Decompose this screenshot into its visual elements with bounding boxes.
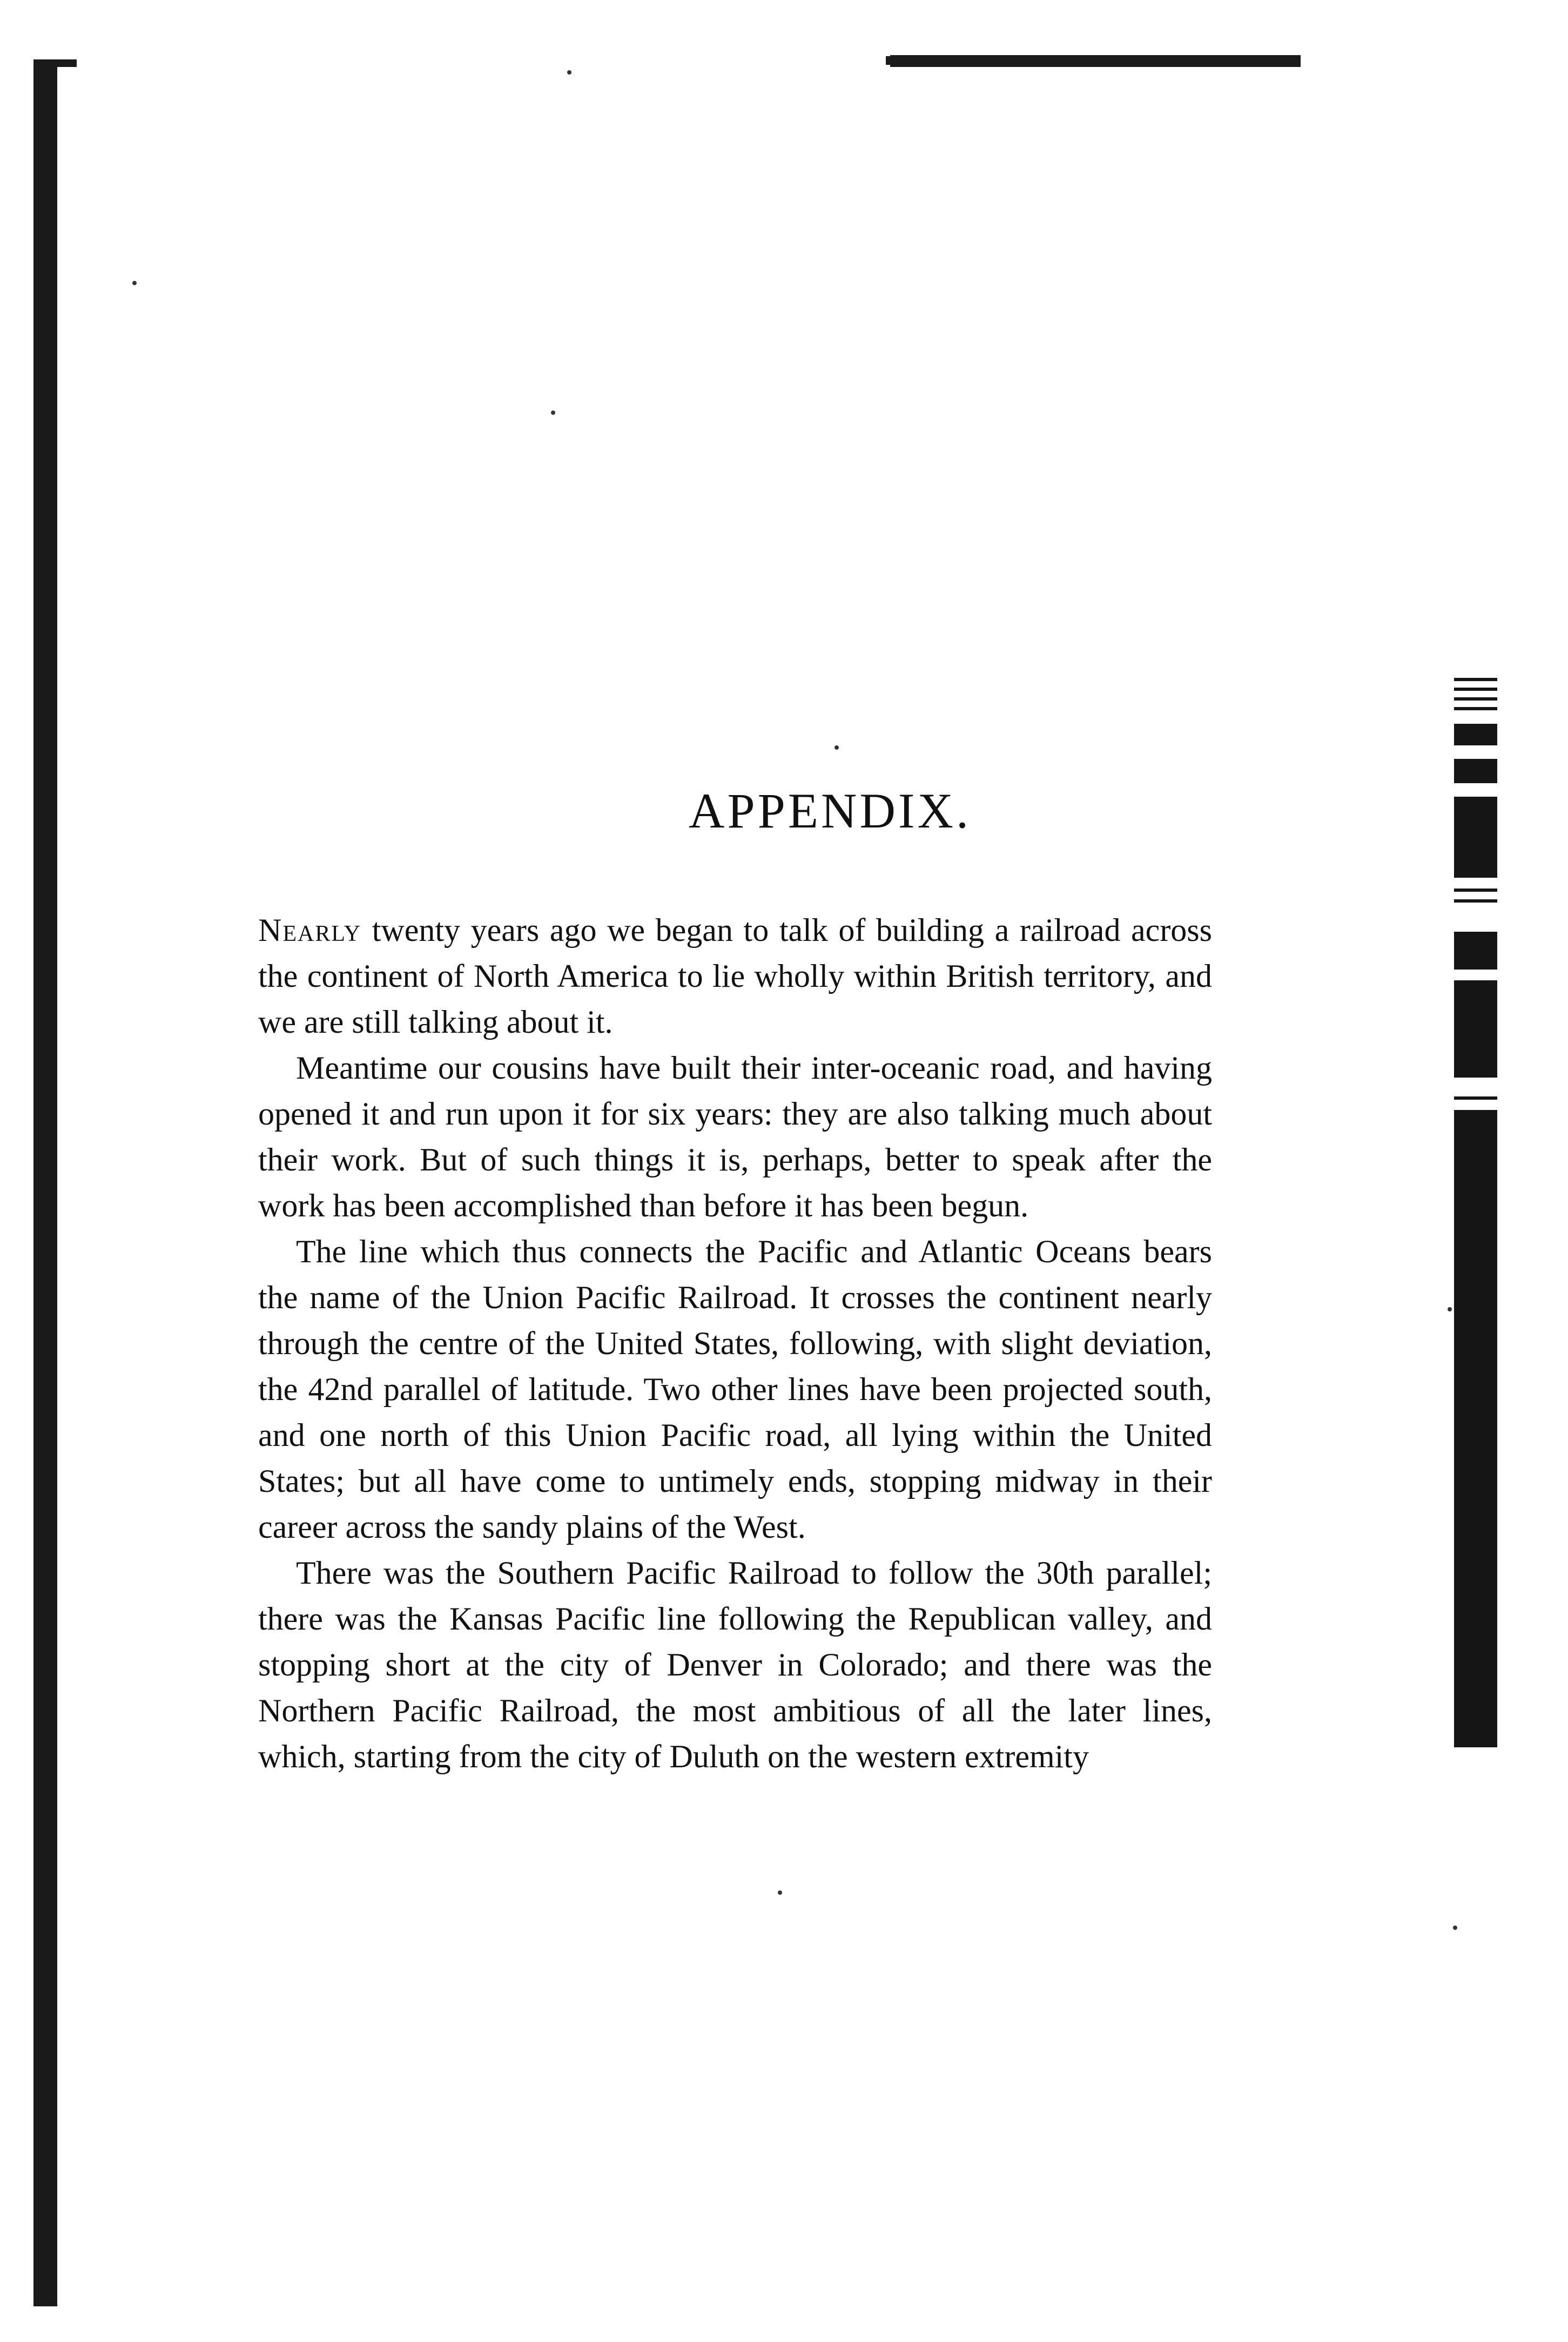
scan-speck — [778, 1890, 782, 1895]
scan-speck — [835, 745, 839, 750]
binding-shadow — [33, 59, 57, 2306]
paragraph-4 — [258, 1550, 1212, 1780]
right-edge-page-stack — [1454, 678, 1497, 1758]
scan-speck — [1448, 1307, 1452, 1311]
top-rule — [890, 55, 1301, 67]
paragraph-lead: Nearly — [258, 912, 362, 948]
scan-speck — [551, 410, 555, 415]
scan-speck — [132, 281, 137, 285]
binding-shadow-notch — [33, 59, 77, 67]
paragraph-text: There was the Southern Pacific Railroad to follow the 30th parallel; there was the Kansas Pacific line following the Republican valley, and stopping short at the city of Denver in Colorado; and there was the Northern Pacific Railroad, the most ambitious of all the later lines, which, starting from the city of Duluth on the western extremity — [258, 1555, 1212, 1774]
paragraph-1 — [258, 907, 1212, 1045]
paragraph-2 — [258, 1045, 1212, 1229]
paragraph-3 — [258, 1229, 1212, 1550]
body-text — [258, 907, 1212, 1780]
page-heading: APPENDIX. — [689, 783, 971, 838]
scan-speck — [567, 70, 571, 75]
paragraph-text: Meantime our cousins have built their inter-oceanic road, and having opened it and run upon it for six years: they are also talking much about their work. But of such things it is, perhaps, better to speak after the work has been accomplished than before it has been begun. — [258, 1050, 1212, 1223]
paragraph-text: The line which thus connects the Pacific and Atlantic Oceans bears the name of the Union Pacific Railroad. It crosses the continent nearly through the centre of the United States, following, with slight deviation, the 42nd parallel of latitude. Two other lines have been projected south, and one north of this Union Pacific road, all lying within the United States; but all have come to untimely ends, stopping midway in their career across the sandy plains of the West. — [258, 1234, 1212, 1545]
scan-speck — [1453, 1926, 1457, 1930]
paragraph-text: twenty years ago we began to talk of building a railroad across the continent of North America to lie wholly within British territory, and we are still talking about it. — [258, 912, 1212, 1040]
